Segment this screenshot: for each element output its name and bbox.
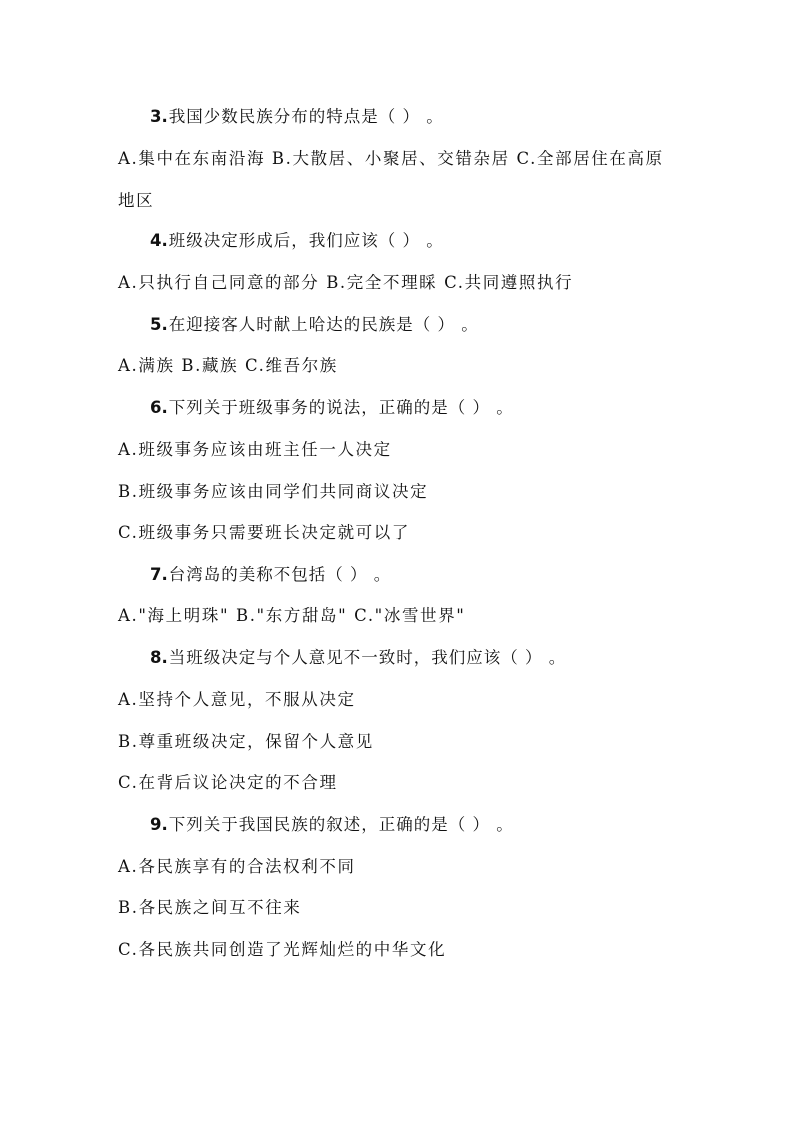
question-3-options-line-2: 地区 bbox=[118, 191, 155, 210]
question-5-stem bbox=[150, 314, 479, 336]
question-6-option-b: B.班级事务应该由同学们共同商议决定 bbox=[118, 482, 429, 501]
question-number: 3. bbox=[150, 107, 168, 126]
question-4-stem bbox=[150, 230, 444, 252]
question-8-stem bbox=[150, 647, 566, 669]
question-number: 9. bbox=[150, 815, 168, 834]
question-6-stem bbox=[150, 397, 514, 419]
question-text: 我国少数民族分布的特点是（ ） 。 bbox=[168, 107, 444, 126]
question-number: 4. bbox=[150, 231, 168, 250]
question-text: 在迎接客人时献上哈达的民族是（ ） 。 bbox=[168, 315, 479, 334]
question-5-options: A.满族 B.藏族 C.维吾尔族 bbox=[118, 356, 338, 375]
question-8-option-a: A.坚持个人意见，不服从决定 bbox=[118, 690, 356, 709]
question-number: 6. bbox=[150, 398, 168, 417]
question-9-stem bbox=[150, 814, 514, 836]
question-7-options: A."海上明珠" B."东方甜岛" C."冰雪世界" bbox=[118, 606, 466, 625]
question-8-option-c: C.在背后议论决定的不合理 bbox=[118, 773, 338, 792]
question-3-options-line-1: A.集中在东南沿海 B.大散居、小聚居、交错杂居 C.全部居住在高原 bbox=[118, 149, 664, 168]
question-number: 7. bbox=[150, 565, 168, 584]
question-text: 班级决定形成后，我们应该（ ） 。 bbox=[168, 231, 444, 250]
question-text: 下列关于班级事务的说法，正确的是（ ） 。 bbox=[168, 398, 514, 417]
question-text: 台湾岛的美称不包括（ ） 。 bbox=[168, 565, 392, 584]
question-9-option-a: A.各民族享有的合法权利不同 bbox=[118, 857, 356, 876]
question-text: 下列关于我国民族的叙述，正确的是（ ） 。 bbox=[168, 815, 514, 834]
question-4-options: A.只执行自己同意的部分 B.完全不理睬 C.共同遵照执行 bbox=[118, 273, 574, 292]
question-6-option-c: C.班级事务只需要班长决定就可以了 bbox=[118, 523, 410, 542]
question-number: 8. bbox=[150, 648, 168, 667]
question-9-option-c: C.各民族共同创造了光辉灿烂的中华文化 bbox=[118, 940, 447, 959]
question-text: 当班级决定与个人意见不一致时，我们应该（ ） 。 bbox=[168, 648, 567, 667]
question-9-option-b: B.各民族之间互不往来 bbox=[118, 898, 302, 917]
question-7-stem bbox=[150, 564, 391, 586]
question-3-stem bbox=[150, 106, 444, 128]
question-number: 5. bbox=[150, 315, 168, 334]
question-8-option-b: B.尊重班级决定，保留个人意见 bbox=[118, 732, 374, 751]
question-6-option-a: A.班级事务应该由班主任一人决定 bbox=[118, 440, 392, 459]
